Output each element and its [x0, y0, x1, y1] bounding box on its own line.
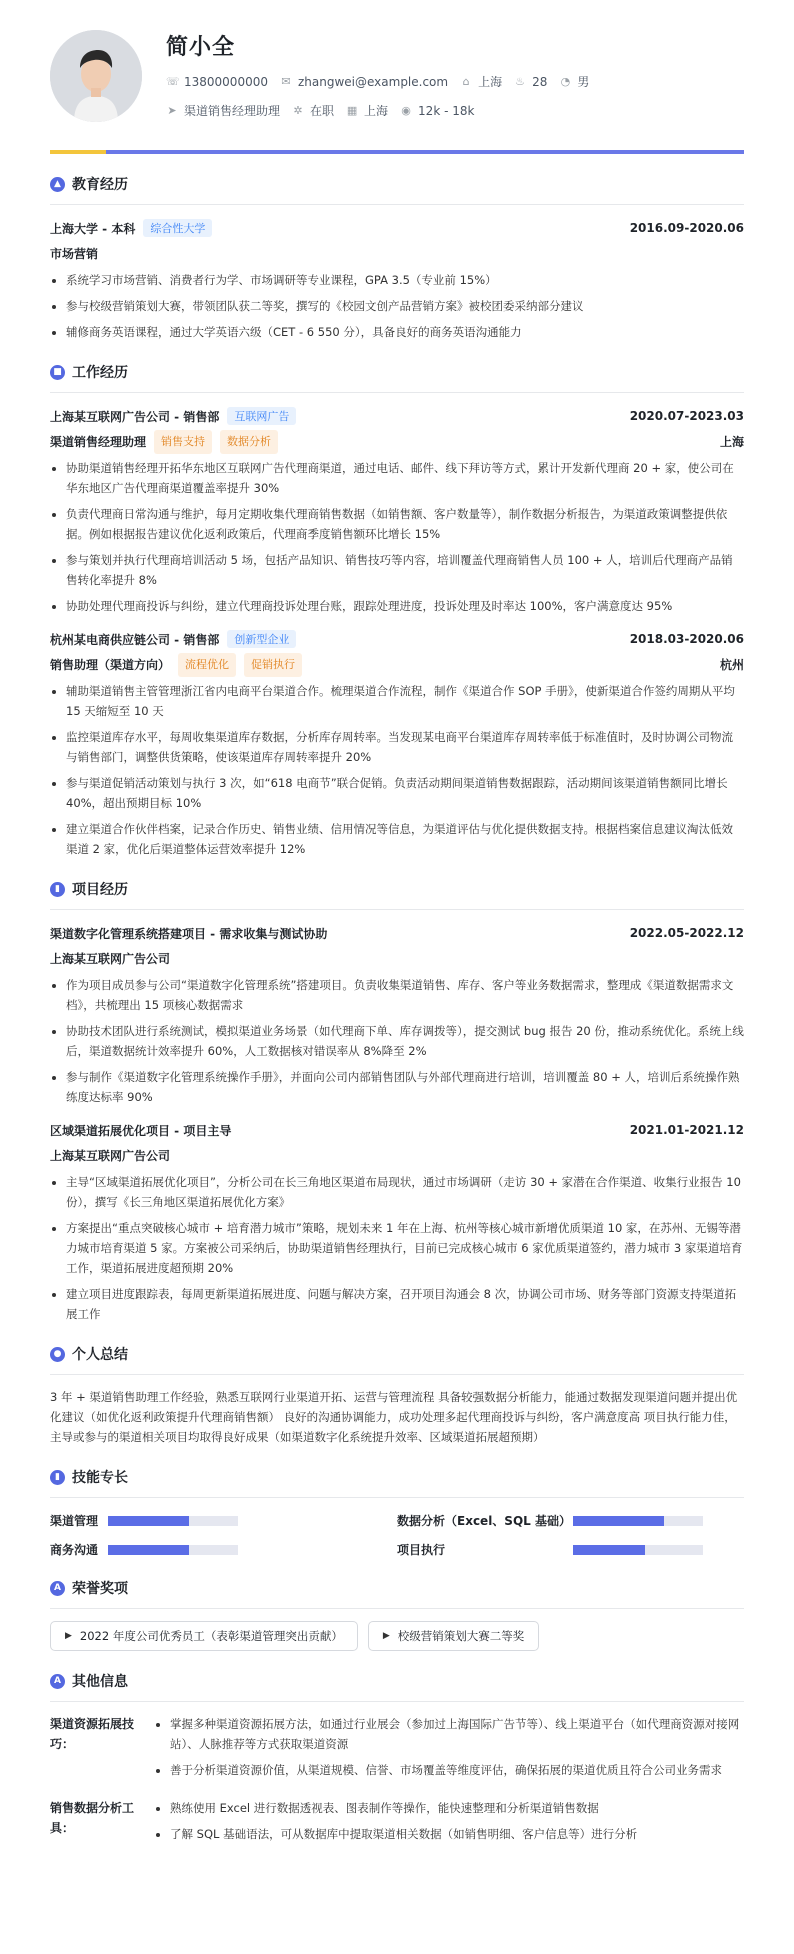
skill-bar-fill	[108, 1545, 189, 1555]
company-tag: 互联网广告	[227, 407, 296, 425]
phone-icon: ☏	[166, 74, 180, 88]
skill-bar-fill	[573, 1516, 664, 1526]
list-item: • 协助技术团队进行系统测试，模拟渠道业务场景（如代理商下单、库存调拨等），提交测试 bug 报告 20 份，推动系统优化。系统上线后，渠道数据统计效率提升 60%，人工数据核对错误率从 8%降至 2%	[66, 1021, 744, 1061]
list-item: • 作为项目成员参与公司“渠道数字化管理系统”搭建项目。负责收集渠道销售、库存、客户等业务数据需求，整理成《渠道数据需求文档》，共梳理出 15 项核心数据需求	[66, 975, 744, 1015]
target-job-value: 渠道销售经理助理	[184, 104, 281, 118]
skill-item: 数据分析（Excel、SQL 基础）	[397, 1512, 744, 1529]
project-company: 上海某互联网广告公司	[50, 1149, 171, 1163]
list-item: • 负责代理商日常沟通与维护，每月定期收集代理商销售数据（如销售额、客户数量等），制作数据分析报告，为渠道政策调整提供依据。例如根据报告建议优化返利政策后，代理商季度销售额环比增长 15%	[66, 504, 744, 544]
info-icon: A	[50, 1674, 65, 1689]
list-item: • 善于分析渠道资源价值，从渠道规模、信誉、市场覆盖等维度评估，确保拓展的渠道优质且符合公司业务需求	[170, 1760, 744, 1780]
education-period: 2016.09-2020.06	[629, 221, 744, 235]
phone-value: 13800000000	[184, 74, 268, 89]
avatar	[50, 30, 142, 122]
summary-text: 3 年 + 渠道销售助理工作经验，熟悉互联网行业渠道开拓、运营与管理流程 具备较强数据分析能力，能通过数据发现渠道问题并提出优化建议（如优化返利政策提升代理商销售额） 良好的沟通协调能力，成功处理多起代理商投诉与纠纷，客户满意度高 项目执行能力佳，主导或参与的渠道相关项目均取得良好成果（如渠道数字化系统提升效率、区域渠道拓展超预期）	[50, 1390, 738, 1444]
skill-item: 渠道管理	[50, 1512, 397, 1529]
awards-section	[50, 1576, 744, 1651]
skill-bar-fill	[573, 1545, 645, 1555]
target-job	[166, 102, 280, 119]
other-section	[50, 1669, 744, 1850]
education-section	[50, 172, 744, 342]
project-section	[50, 877, 744, 1324]
send-icon: ➤	[167, 103, 177, 117]
header-divider	[50, 150, 744, 154]
other-title: A 其他信息	[50, 1669, 744, 1702]
project-list	[50, 1172, 744, 1324]
job-city: 上海	[719, 435, 744, 449]
project-list	[50, 975, 744, 1107]
award-item: ▶ 2022 年度公司优秀员工（表彰渠道管理突出贡献）	[50, 1621, 358, 1651]
job-role: 销售助理（渠道方向）	[50, 658, 171, 672]
education-list	[50, 270, 744, 342]
chart-icon: ▮	[50, 1470, 65, 1485]
job-list	[50, 458, 744, 616]
cake-icon: ♨	[515, 74, 526, 88]
play-icon: ▶	[65, 1631, 72, 1641]
other-row: 销售数据分析工具： • 熟练使用 Excel 进行数据透视表、图表制作等操作，能快速整理和分析渠道销售数据 • 了解 SQL 基础语法，可从数据库中提取渠道相关数据（如销售明细、客户信息等）进行分析	[50, 1798, 744, 1850]
job-role: 渠道销售经理助理	[50, 435, 147, 449]
award-item: ▶ 校级营销策划大赛二等奖	[368, 1621, 539, 1651]
job-status	[292, 102, 334, 119]
skill-bar	[573, 1545, 703, 1555]
list-item: • 参与渠道促销活动策划与执行 3 次，如“618 电商节”联合促销。负责活动期间渠道销售数据跟踪，活动期间该渠道销售额同比增长 40%，超出预期目标 10%	[66, 773, 744, 813]
list-item: • 辅助渠道销售主管管理浙江省内电商平台渠道合作。梳理渠道合作流程，制作《渠道合作 SOP 手册》，使新渠道合作签约周期从平均 15 天缩短至 10 天	[66, 681, 744, 721]
skill-bar	[573, 1516, 703, 1526]
mail-icon: ✉	[281, 74, 291, 88]
skill-bar	[108, 1516, 238, 1526]
list-item: • 熟练使用 Excel 进行数据透视表、图表制作等操作，能快速整理和分析渠道销售数据	[170, 1798, 744, 1818]
skill-bar-fill	[108, 1516, 189, 1526]
list-item: • 掌握多种渠道资源拓展方法，如通过行业展会（参加过上海国际广告节等）、线上渠道平台（如代理商资源对接网站）、人脉推荐等方式获取渠道资源	[170, 1714, 744, 1754]
status-value: 在职	[310, 104, 335, 118]
email	[280, 75, 448, 89]
city-value: 上海	[478, 75, 503, 89]
skills-section	[50, 1465, 744, 1558]
list-item: • 参与制作《渠道数字化管理系统操作手册》，并面向公司内部销售团队与外部代理商进行培训，培训覆盖 80 + 人，培训后系统操作熟练度达标率 90%	[66, 1067, 744, 1107]
list-item: • 协助处理代理商投诉与纠纷，建立代理商投诉处理台账，跟踪处理进度，投诉处理及时率达 100%，客户满意度达 95%	[66, 596, 744, 616]
status-icon: ✲	[293, 103, 303, 117]
salary-value: 12k - 18k	[418, 103, 475, 118]
salary	[400, 104, 474, 118]
list-item: • 参与策划并执行代理商培训活动 5 场，包括产品知识、销售技巧等内容，培训覆盖代理商销售人员 100 + 人，培训后代理商产品销售转化率提升 8%	[66, 550, 744, 590]
list-item: • 辅修商务英语课程，通过大学英语六级（CET - 6 550 分），具备良好的商务英语沟通能力	[66, 322, 744, 342]
company-name: 杭州某电商供应链公司 - 销售部	[50, 632, 220, 647]
list-item: • 主导“区域渠道拓展优化项目”，分析公司在长三角地区渠道布局现状，通过市场调研（走访 30 + 家潜在合作渠道、收集行业报告 10 份），撰写《长三角地区渠道拓展优化方案》	[66, 1172, 744, 1212]
work-section	[50, 360, 744, 859]
home-icon: ⌂	[462, 74, 470, 88]
project-period: 2021.01-2021.12	[629, 1123, 744, 1137]
education-title: ▲ 教育经历	[50, 172, 744, 205]
skill-item: 商务沟通	[50, 1541, 397, 1558]
briefcase-icon: ■	[50, 365, 65, 380]
job-city: 杭州	[719, 658, 744, 672]
job-list	[50, 681, 744, 859]
skill-bar	[108, 1545, 238, 1555]
target-city	[346, 102, 388, 119]
role-tag: 促销执行	[244, 653, 302, 677]
awards-title: A 荣誉奖项	[50, 1576, 744, 1609]
skills-title: ▮ 技能专长	[50, 1465, 744, 1498]
job-period: 2020.07-2023.03	[629, 409, 744, 423]
major: 市场营销	[50, 247, 99, 261]
list-item: • 协助渠道销售经理开拓华东地区互联网广告代理商渠道，通过电话、邮件、线下拜访等方式，累计开发新代理商 20 + 家，使公司在华东地区广告代理商渠道覆盖率提升 30%	[66, 458, 744, 498]
role-tag: 数据分析	[220, 430, 278, 454]
role-tag: 销售支持	[154, 430, 212, 454]
candidate-name: 简小全	[166, 35, 236, 60]
play-icon: ▶	[382, 1631, 390, 1641]
role-tag: 流程优化	[178, 653, 236, 677]
person-icon: ●	[50, 1347, 65, 1362]
resume-header	[50, 0, 744, 150]
gender-value: 男	[577, 75, 590, 89]
graduation-cap-icon: ▲	[50, 177, 65, 192]
building-icon: ▦	[346, 103, 358, 117]
list-item: • 了解 SQL 基础语法，可从数据库中提取渠道相关数据（如销售明细、客户信息等）进行分析	[170, 1824, 744, 1844]
school-tag: 综合性大学	[143, 219, 212, 237]
project-period: 2022.05-2022.12	[629, 926, 744, 940]
other-row: 渠道资源拓展技巧： • 掌握多种渠道资源拓展方法，如通过行业展会（参加过上海国际广告节等）、线上渠道平台（如代理商资源对接网站）、人脉推荐等方式获取渠道资源 • 善于分析渠道资源价值，从渠道规模、信誉、市场覆盖等维度评估，确保拓展的渠道优质且符合公司业务需求	[50, 1714, 744, 1786]
list-item: • 参与校级营销策划大赛，带领团队获二等奖，撰写的《校园文创产品营销方案》被校团委采纳部分建议	[66, 296, 744, 316]
list-item: • 建立项目进度跟踪表，每周更新渠道拓展进度、问题与解决方案，召开项目沟通会 8 次，协调公司市场、财务等部门资源支持渠道拓展工作	[66, 1284, 744, 1324]
award-icon: A	[50, 1581, 65, 1596]
company-tag: 创新型企业	[227, 630, 296, 648]
project-name: 区域渠道拓展优化项目 - 项目主导	[50, 1123, 232, 1138]
age	[514, 75, 547, 89]
salary-icon: ◉	[401, 103, 411, 117]
company-name: 上海某互联网广告公司 - 销售部	[50, 409, 220, 424]
list-item: • 建立渠道合作伙伴档案，记录合作历史、销售业绩、信用情况等信息，为渠道评估与优化提供数据支持。根据档案信息建议淘汰低效渠道 2 家，优化后渠道整体运营效率提升 12%	[66, 819, 744, 859]
gender	[559, 73, 589, 90]
gender-icon: ◔	[560, 74, 571, 88]
email-value: zhangwei@example.com	[297, 74, 449, 89]
list-item: • 方案提出“重点突破核心城市 + 培育潜力城市”策略，规划未来 1 年在上海、杭州等核心城市新增优质渠道 10 家，在苏州、无锡等潜力城市培育渠道 5 家。方案被公司采纳后，协助渠道销售经理执行，目前已完成核心城市 6 家优质渠道签约，潜力城市 3 家渠道培育工作，渠道拓展进度超预期 20%	[66, 1218, 744, 1278]
work-title: ■ 工作经历	[50, 360, 744, 393]
project-name: 渠道数字化管理系统搭建项目 - 需求收集与测试协助	[50, 926, 328, 941]
list-item: • 监控渠道库存水平，每周收集渠道库存数据，分析库存周转率。当发现某电商平台渠道库存周转率低于标准值时，及时协调公司物流与销售部门，调整供货策略，使该渠道库存周转率提升 20%	[66, 727, 744, 767]
school-name: 上海大学 - 本科	[50, 221, 136, 236]
project-company: 上海某互联网广告公司	[50, 952, 171, 966]
chart-icon: ▮	[50, 882, 65, 897]
project-title: ▮ 项目经历	[50, 877, 744, 910]
city	[460, 73, 502, 90]
skill-item: 项目执行	[397, 1541, 744, 1558]
summary-title: ● 个人总结	[50, 1342, 744, 1375]
list-item: • 系统学习市场营销、消费者行为学、市场调研等专业课程，GPA 3.5（专业前 15%）	[66, 270, 744, 290]
target-city-value: 上海	[364, 104, 389, 118]
age-value: 28	[532, 74, 548, 89]
summary-section	[50, 1342, 744, 1447]
job-period: 2018.03-2020.06	[629, 632, 744, 646]
phone	[166, 75, 268, 89]
